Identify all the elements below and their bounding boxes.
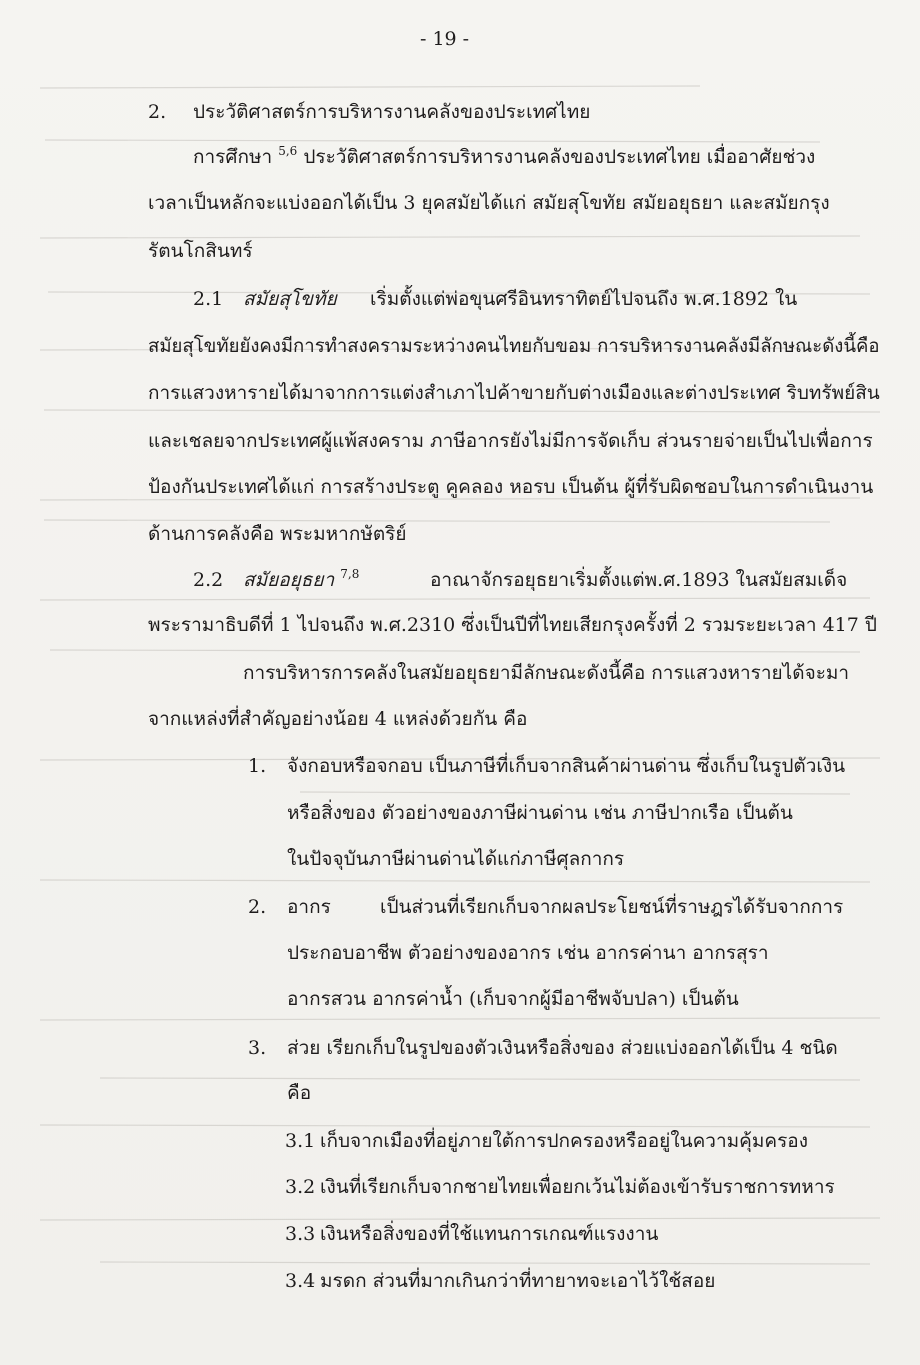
intro-text: ประวัติศาสตร์การบริหารงานคลังของประเทศไทย เมื่ออาศัยช่วง [297, 146, 816, 168]
list-item-line: ในปัจจุบันภาษีผ่านด่านได้แก่ภาษีศุลกากร [287, 848, 625, 870]
paragraph-line: พระรามาธิบดีที่ 1 ไปจนถึง พ.ศ.2310 ซึ่งเป็นปีที่ไทยเสียกรุงครั้งที่ 2 รวมระยะเวลา 417 ปี [148, 614, 877, 636]
paragraph-line: การบริหารการคลังในสมัยอยุธยามีลักษณะดังนี้คือ การแสวงหารายได้จะมา [243, 662, 850, 684]
section-heading: ประวัติศาสตร์การบริหารงานคลังของประเทศไทย [193, 101, 591, 123]
sublist-number: 3.2 [285, 1176, 316, 1198]
subsection-title: สมัยสุโขทัย [243, 288, 337, 310]
sublist-number: 3.4 [285, 1270, 316, 1292]
sublist-item: เงินหรือสิ่งของที่ใช้แทนการเกณฑ์แรงงาน [320, 1223, 659, 1245]
intro-text: การศึกษา [193, 146, 279, 168]
list-number: 2. [248, 896, 267, 918]
paragraph-line: จากแหล่งที่สำคัญอย่างน้อย 4 แหล่งด้วยกัน คือ [148, 708, 528, 730]
paragraph-line: สมัยสุโขทัยยังคงมีการทำสงครามระหว่างคนไทยกับขอม การบริหารงานคลังมีลักษณะดังนี้คือ [148, 335, 880, 357]
list-item-line: คือ [287, 1082, 312, 1104]
paragraph-line: อาณาจักรอยุธยาเริ่มตั้งแต่พ.ศ.1893 ในสมัยสมเด็จ [430, 569, 848, 591]
subsection-title: สมัยอยุธยา [243, 569, 335, 591]
footnote-ref: 5,6 [278, 144, 298, 158]
paragraph-line: ป้องกันประเทศได้แก่ การสร้างประตู คูคลอง หอรบ เป็นต้น ผู้ที่รับผิดชอบในการดำเนินงาน [148, 476, 874, 498]
paragraph-line: ด้านการคลังคือ พระมหากษัตริย์ [148, 523, 407, 545]
list-number: 1. [248, 755, 267, 777]
subsection-title-line [243, 567, 359, 593]
list-item-line: อากรสวน อากรค่าน้ำ (เก็บจากผู้มีอาชีพจับปลา) เป็นต้น [287, 988, 739, 1010]
list-item-term: อากร [287, 896, 331, 918]
list-number: 3. [248, 1037, 267, 1059]
sublist-item: เก็บจากเมืองที่อยู่ภายใต้การปกครองหรืออยู่ในความคุ้มครอง [320, 1130, 808, 1152]
list-item-line: จังกอบหรือจกอบ เป็นภาษีที่เก็บจากสินค้าผ่านด่าน ซึ่งเก็บในรูปตัวเงิน [287, 755, 846, 777]
list-item-line: ประกอบอาชีพ ตัวอย่างของอากร เช่น อากรค่านา อากรสุรา [287, 942, 769, 964]
subsection-number: 2.1 [193, 288, 224, 310]
sublist-number: 3.3 [285, 1223, 316, 1245]
paragraph-line: และเชลยจากประเทศผู้แพ้สงคราม ภาษีอากรยังไม่มีการจัดเก็บ ส่วนรายจ่ายเป็นไปเพื่อการ [148, 430, 873, 452]
list-item-line: หรือสิ่งของ ตัวอย่างของภาษีผ่านด่าน เช่น ภาษีปากเรือ เป็นต้น [287, 802, 793, 824]
section-number: 2. [148, 101, 167, 123]
intro-line-2: เวลาเป็นหลักจะแบ่งออกได้เป็น 3 ยุคสมัยได้แก่ สมัยสุโขทัย สมัยอยุธยา และสมัยกรุง [148, 192, 830, 214]
page-number: - 19 - [420, 28, 470, 50]
intro-line-1 [193, 144, 815, 170]
list-item-line: ส่วย เรียกเก็บในรูปของตัวเงินหรือสิ่งของ ส่วยแบ่งออกได้เป็น 4 ชนิด [287, 1037, 838, 1059]
intro-line-3: รัตนโกสินทร์ [148, 240, 253, 262]
paragraph-line: เริ่มตั้งแต่พ่อขุนศรีอินทราทิตย์ไปจนถึง พ.ศ.1892 ใน [370, 288, 798, 310]
footnote-ref: 7,8 [340, 567, 360, 581]
sublist-item: เงินที่เรียกเก็บจากชายไทยเพื่อยกเว้นไม่ต้องเข้ารับราชการทหาร [320, 1176, 835, 1198]
list-item-line: เป็นส่วนที่เรียกเก็บจากผลประโยชน์ที่ราษฎรได้รับจากการ [380, 896, 844, 918]
paragraph-line: การแสวงหารายได้มาจากการแต่งสำเภาไปค้าขายกับต่างเมืองและต่างประเทศ ริบทรัพย์สิน [148, 382, 880, 404]
subsection-number: 2.2 [193, 569, 224, 591]
sublist-item: มรดก ส่วนที่มากเกินกว่าที่ทายาทจะเอาไว้ใช้สอย [320, 1270, 716, 1292]
sublist-number: 3.1 [285, 1130, 316, 1152]
